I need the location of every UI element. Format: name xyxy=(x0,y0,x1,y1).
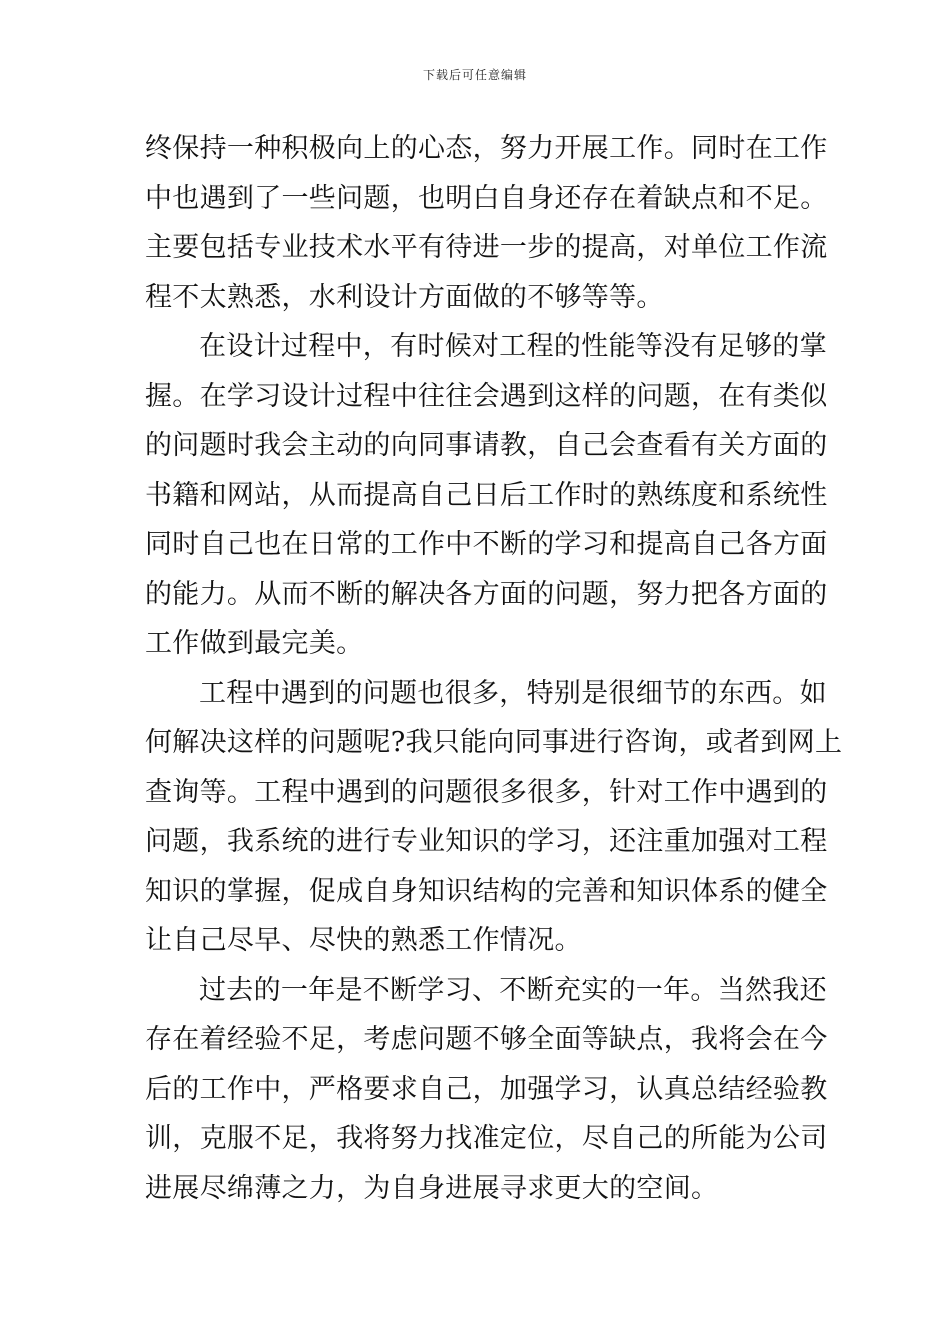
paragraph xyxy=(145,124,828,322)
text-line: 工作做到最完美。 xyxy=(145,628,364,659)
text-line: 查询等。工程中遇到的问题很多很多，针对工作中遇到的 xyxy=(145,776,828,808)
text-line: 中也遇到了一些问题，也明白自身还存在着缺点和不足。 xyxy=(145,182,828,214)
paragraph xyxy=(145,322,828,669)
text-line: 后的工作中，严格要求自己，加强学习，认真总结经验教 xyxy=(145,1073,828,1105)
text-line: 工程中遇到的问题也很多，特别是很细节的东西。如 xyxy=(199,677,827,709)
text-line: 程不太熟悉，水利设计方面做的不够等等。 xyxy=(145,281,664,313)
text-line: 终保持一种积极向上的心态，努力开展工作。同时在工作 xyxy=(145,133,828,164)
document-body xyxy=(145,124,843,1213)
text-line: 过去的一年是不断学习、不断充实的一年。当然我还 xyxy=(199,974,827,1006)
text-line: 知识的掌握，促成自身知识结构的完善和知识体系的健全 xyxy=(145,875,828,907)
text-line: 的能力。从而不断的解决各方面的问题，努力把各方面的 xyxy=(145,578,828,610)
text-line: 的问题时我会主动的向同事请教，自己会查看有关方面的 xyxy=(145,430,828,461)
text-line: 何解决这样的问题呢?我只能向同事进行咨询，或者到网上 xyxy=(145,727,843,758)
paragraph xyxy=(145,966,828,1214)
text-line: 同时自己也在日常的工作中不断的学习和提高自己各方面 xyxy=(145,529,828,560)
page-header: 下载后可任意编辑 xyxy=(422,68,527,82)
text-line: 握。在学习设计过程中往往会遇到这样的问题，在有类似 xyxy=(145,380,828,412)
text-line: 让自己尽早、尽快的熟悉工作情况。 xyxy=(145,925,582,956)
paragraph xyxy=(145,669,843,966)
text-line: 问题，我系统的进行专业知识的学习，还注重加强对工程 xyxy=(145,826,828,857)
text-line: 训，克服不足，我将努力找准定位，尽自己的所能为公司 xyxy=(145,1123,828,1154)
text-line: 主要包括专业技术水平有待进一步的提高，对单位工作流 xyxy=(145,232,828,263)
text-line: 进展尽绵薄之力，为自身进展寻求更大的空间。 xyxy=(145,1172,719,1204)
text-line: 书籍和网站，从而提高自己日后工作时的熟练度和系统性 xyxy=(145,479,828,511)
text-line: 存在着经验不足，考虑问题不够全面等缺点，我将会在今 xyxy=(145,1024,828,1055)
text-line: 在设计过程中，有时候对工程的性能等没有足够的掌 xyxy=(199,331,827,362)
